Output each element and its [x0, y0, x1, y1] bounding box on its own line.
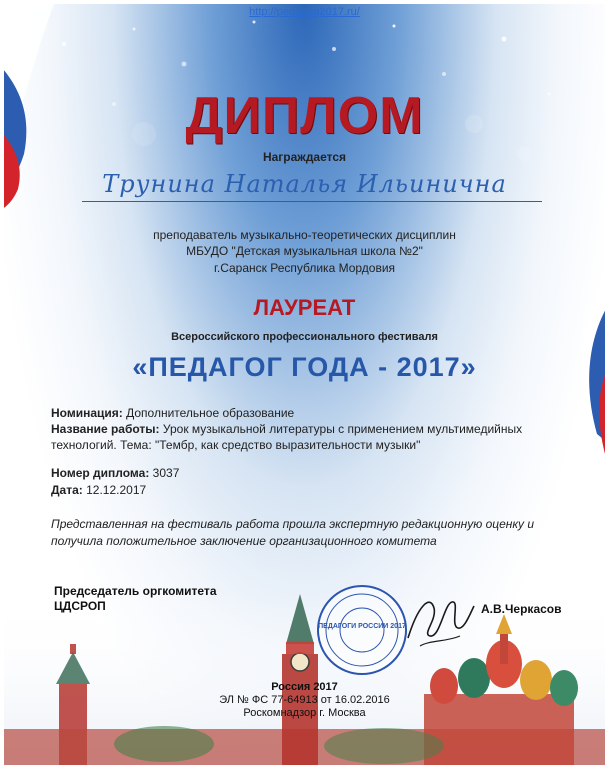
- work-title-label: Название работы:: [51, 422, 160, 436]
- footer-authority: Роскомнадзор г. Москва: [243, 707, 366, 719]
- diploma-title: ДИПЛОМ: [185, 87, 424, 145]
- signer-name: А.В.Черкасов: [481, 602, 562, 616]
- recipient-name: Трунина Наталья Ильинична: [102, 170, 507, 198]
- chair-title-line1: Председатель оргкомитета: [54, 584, 217, 598]
- festival-label: Всероссийского профессионального фестиваля: [171, 331, 438, 343]
- awarded-label: Награждается: [262, 150, 347, 164]
- work-title-row: [51, 421, 571, 453]
- review-statement: Представленная на фестиваль работа прошла экспертную редакционную оценку и получила положительное заключение организационного комитета: [51, 517, 535, 548]
- footer-registration: ЭЛ № ФС 77-64913 от 16.02.2016: [219, 694, 390, 706]
- diploma-date-row: [51, 482, 571, 498]
- diploma-number-label: Номер диплома:: [51, 466, 150, 480]
- recipient-city: г.Саранск Республика Мордовия: [213, 261, 396, 275]
- diploma-number-value: 3037: [152, 466, 180, 480]
- diploma-date-value: 12.12.2017: [86, 483, 147, 497]
- recipient-organization: МБУДО "Детская музыкальная школа №2": [186, 244, 423, 258]
- nomination-row: [51, 405, 571, 421]
- handwritten-signature: [400, 586, 478, 656]
- site-link[interactable]: http://pedagog2017.ru/: [249, 6, 360, 18]
- nomination-value: Дополнительное образование: [126, 406, 295, 420]
- diploma-page: [4, 4, 605, 765]
- festival-name: «ПЕДАГОГ ГОДА - 2017»: [132, 352, 477, 382]
- diploma-date-label: Дата:: [51, 483, 83, 497]
- diploma-number-row: [51, 465, 571, 481]
- award-status: ЛАУРЕАТ: [253, 295, 356, 320]
- kremlin-skyline-illustration: [4, 594, 605, 765]
- stamp-text: ПЕДАГОГИ РОССИИ 2017: [318, 623, 406, 630]
- official-stamp: [314, 582, 410, 678]
- recipient-underline: [82, 201, 542, 202]
- chair-title-line2: ЦДСРОП: [54, 599, 106, 613]
- footer-country: Россия 2017: [271, 681, 338, 693]
- recipient-position: преподаватель музыкально-теоретических дисциплин: [153, 228, 456, 242]
- nomination-label: Номинация:: [51, 406, 123, 420]
- work-title-value: Урок музыкальной литературы с применением мультимедийных технологий. Тема: "Тембр, как средство выразительности музыки": [51, 422, 523, 452]
- chair-title: [54, 584, 217, 614]
